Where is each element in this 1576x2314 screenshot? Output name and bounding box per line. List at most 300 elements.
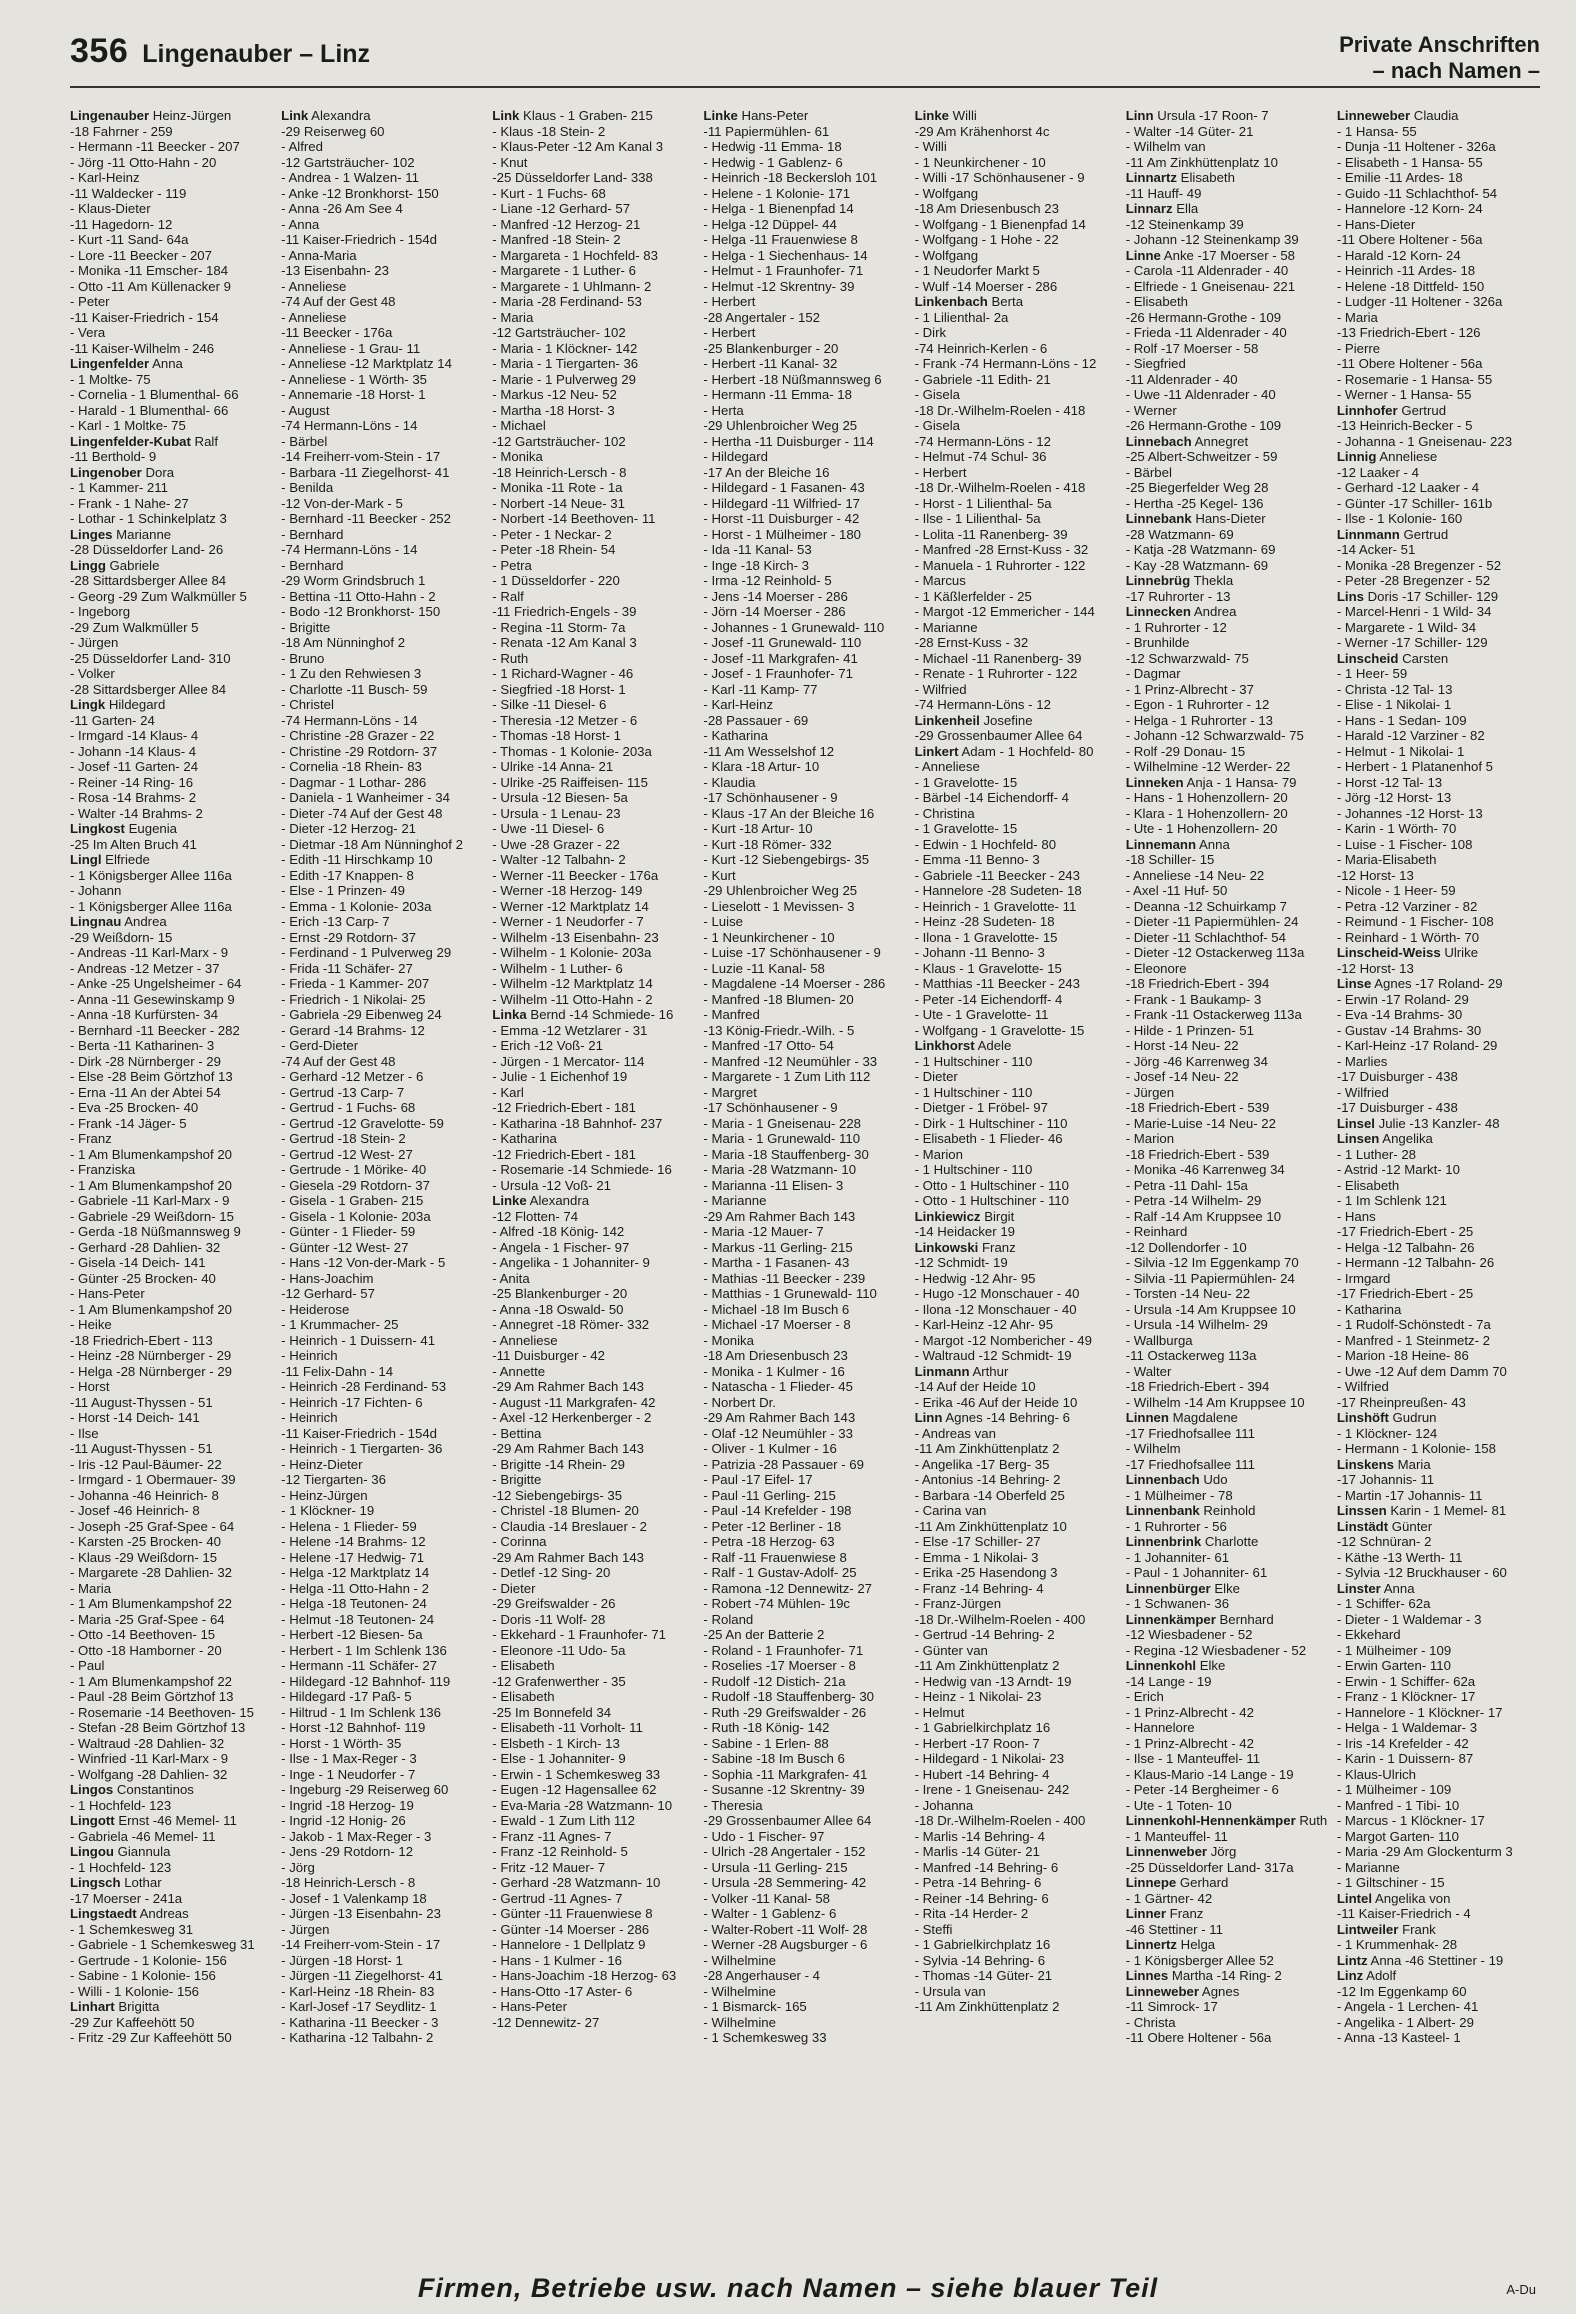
listing-entry bbox=[915, 1054, 1118, 1070]
listing-entry bbox=[1337, 527, 1540, 543]
surname-heading: Linkhorst bbox=[914, 1038, 975, 1053]
listing-entry bbox=[492, 1999, 695, 2015]
entry-text: -11 Kaiser-Friedrich - 4 bbox=[1336, 1906, 1471, 1921]
listing-entry bbox=[915, 1891, 1118, 1907]
entry-text: - Helene -18 Dittfeld- 150 bbox=[1336, 278, 1485, 294]
entry-text: - Marianna -11 Elisen- 3 bbox=[703, 1177, 844, 1193]
surname-heading: Lintweiler bbox=[1336, 1921, 1399, 1937]
entry-text: -28 Sittardsberger Allee 84 bbox=[70, 573, 227, 588]
entry-text: - Hermann -11 Emma- 18 bbox=[703, 387, 852, 402]
entry-text: - Gerhard -28 Dahlien- 32 bbox=[70, 1239, 221, 1255]
entry-text: - Hannelore bbox=[1125, 1720, 1195, 1735]
listing-entry bbox=[70, 170, 273, 186]
entry-text: -18 Friedrich-Ebert - 113 bbox=[70, 1332, 213, 1348]
entry-text: - Detlef -12 Sing- 20 bbox=[492, 1565, 611, 1580]
entry-text: - Günter - 1 Flieder- 59 bbox=[281, 1224, 416, 1239]
entry-text: - Hans bbox=[1336, 1208, 1376, 1224]
entry-text: - Volker bbox=[70, 666, 115, 681]
listing-entry bbox=[492, 325, 695, 341]
entry-text: - Giesela -29 Rotdorn- 37 bbox=[281, 1177, 430, 1193]
listing-entry bbox=[281, 713, 484, 729]
entry-text: - Heike bbox=[70, 1317, 112, 1332]
listing-entry bbox=[1337, 1410, 1540, 1426]
entry-text: - Rosa -14 Brahms- 2 bbox=[70, 790, 197, 805]
listing-entry bbox=[281, 1612, 484, 1628]
entry-text: -18 Dr.-Wilhelm-Roelen - 418 bbox=[914, 480, 1086, 495]
surname-heading: Linnenkämper bbox=[1125, 1611, 1216, 1627]
entry-text: - Patrizia -28 Passauer - 69 bbox=[703, 1456, 864, 1472]
listing-entry bbox=[281, 1302, 484, 1318]
listing-entry bbox=[1337, 372, 1540, 388]
entry-text: - 1 Am Blumenkampshof 22 bbox=[70, 1673, 232, 1689]
entry-text: - Dagmar - 1 Lothar- 286 bbox=[281, 774, 427, 790]
listing-entry bbox=[703, 713, 906, 729]
listing-entry bbox=[703, 1271, 906, 1287]
listing-entry bbox=[1126, 1658, 1329, 1674]
entry-text: - Gisela bbox=[914, 387, 960, 402]
listing-entry bbox=[1337, 403, 1540, 419]
listing-entry bbox=[1126, 1069, 1329, 1085]
listing-entry bbox=[1126, 1984, 1329, 2000]
entry-text: - Eugen -12 Hagensallee 62 bbox=[492, 1782, 657, 1797]
listing-entry bbox=[1126, 201, 1329, 217]
listing-entry bbox=[70, 1705, 273, 1721]
entry-text: - Harald - 1 Blumenthal- 66 bbox=[70, 402, 229, 418]
listing-entry bbox=[1126, 1844, 1329, 1860]
entry-text: - Silvia -11 Papiermühlen- 24 bbox=[1125, 1270, 1295, 1286]
entry-text: - Sophia -11 Markgrafen- 41 bbox=[703, 1766, 868, 1782]
entry-text: - Erna -11 An der Abtei 54 bbox=[70, 1084, 221, 1100]
listing-entry bbox=[70, 914, 273, 930]
entry-text: -11 Papiermühlen- 61 bbox=[703, 123, 830, 139]
entry-text: - Michael -18 Im Busch 6 bbox=[703, 1301, 850, 1317]
entry-text: - 1 Am Blumenkampshof 20 bbox=[70, 1301, 232, 1317]
listing-entry bbox=[1126, 1782, 1329, 1798]
listing-entry bbox=[703, 1023, 906, 1039]
surname-heading: Linscheid-Weiss bbox=[1336, 945, 1441, 960]
listing-entry bbox=[281, 1224, 484, 1240]
listing-entry bbox=[1337, 930, 1540, 946]
listing-entry bbox=[703, 248, 906, 264]
entry-text: -17 Moerser - 241a bbox=[70, 1890, 183, 1906]
listing-entry bbox=[492, 108, 695, 124]
entry-text: - Anneliese bbox=[281, 278, 347, 294]
listing-entry bbox=[915, 697, 1118, 713]
entry-text: - Norbert -14 Beethoven- 11 bbox=[492, 511, 656, 526]
listing-entry bbox=[915, 387, 1118, 403]
listing-entry bbox=[1337, 837, 1540, 853]
listing-entry bbox=[1126, 2030, 1329, 2046]
listing-entry bbox=[1337, 1023, 1540, 1039]
entry-text: - 1 Krummacher- 25 bbox=[281, 1317, 399, 1332]
listing-column bbox=[1126, 108, 1329, 2258]
listing-entry bbox=[492, 759, 695, 775]
listing-entry bbox=[703, 666, 906, 682]
listing-entry bbox=[281, 589, 484, 605]
listing-entry bbox=[70, 1720, 273, 1736]
entry-text: - Herbert bbox=[703, 325, 756, 340]
surname-heading: Lingenober bbox=[70, 464, 142, 480]
listing-entry bbox=[1337, 434, 1540, 450]
listing-entry bbox=[915, 775, 1118, 791]
listing-entry bbox=[281, 387, 484, 403]
entry-text: - Johanna - 1 Gneisenau- 223 bbox=[1336, 433, 1513, 449]
entry-text: - Gertrude - 1 Kolonie- 156 bbox=[70, 1952, 227, 1968]
entry-text: - Helga - 1 Siechenhaus- 14 bbox=[703, 247, 868, 263]
listing-entry bbox=[281, 1193, 484, 1209]
listing-entry bbox=[915, 1612, 1118, 1628]
entry-text: - Luise - 1 Fischer- 108 bbox=[1336, 836, 1473, 852]
entry-text: - Wallburga bbox=[1125, 1332, 1193, 1348]
surname-heading: Lintel bbox=[1336, 1890, 1373, 1906]
listing-entry bbox=[281, 480, 484, 496]
listing-entry bbox=[492, 511, 695, 527]
entry-text: -29 Grossenbaumer Allee 64 bbox=[703, 1813, 872, 1828]
surname-heading: Linne bbox=[1125, 247, 1161, 263]
entry-text: - Ramona -12 Dennewitz- 27 bbox=[703, 1580, 873, 1596]
listing-entry bbox=[1126, 1999, 1329, 2015]
entry-text: - Eva-Maria -28 Watzmann- 10 bbox=[492, 1797, 673, 1813]
entry-text: - Katja -28 Watzmann- 69 bbox=[1125, 542, 1276, 557]
listing-entry bbox=[703, 1658, 906, 1674]
listing-entry bbox=[915, 139, 1118, 155]
listing-entry bbox=[915, 1906, 1118, 1922]
entry-text: - Margarete - 1 Luther- 6 bbox=[492, 263, 636, 278]
entry-text: - Anneliese -14 Neu- 22 bbox=[1125, 867, 1265, 883]
entry-text: - 1 Schiffer- 62a bbox=[1336, 1596, 1431, 1611]
listing-entry bbox=[703, 961, 906, 977]
listing-entry bbox=[492, 1317, 695, 1333]
listing-entry bbox=[1126, 1410, 1329, 1426]
listing-entry bbox=[70, 852, 273, 868]
surname-heading: Linnepe bbox=[1125, 1875, 1177, 1890]
entry-text: - Doris -11 Wolf- 28 bbox=[492, 1611, 606, 1627]
entry-text: - Ute - 1 Toten- 10 bbox=[1125, 1797, 1232, 1813]
listing-entry bbox=[1337, 310, 1540, 326]
listing-entry bbox=[915, 930, 1118, 946]
listing-entry bbox=[915, 1038, 1118, 1054]
entry-text: Giannula bbox=[113, 1844, 171, 1859]
entry-text: - Dieter -74 Auf der Gest 48 bbox=[281, 805, 443, 821]
listing-entry bbox=[281, 697, 484, 713]
entry-text: - Helga - 1 Ruhrorter - 13 bbox=[1125, 712, 1274, 728]
listing-entry bbox=[703, 1193, 906, 1209]
listing-entry bbox=[492, 1038, 695, 1054]
listing-entry bbox=[281, 496, 484, 512]
entry-text: - Peter -12 Berliner - 18 bbox=[703, 1518, 842, 1534]
listing-entry bbox=[1126, 263, 1329, 279]
entry-text: - Dirk -28 Nürnberger - 29 bbox=[70, 1053, 221, 1069]
entry-text: - 1 Moltke- 75 bbox=[70, 371, 151, 387]
listing-entry bbox=[1126, 403, 1329, 419]
listing-entry bbox=[1337, 1581, 1540, 1597]
entry-text: - Ursula -28 Semmering- 42 bbox=[703, 1875, 867, 1890]
surname-heading: Linn bbox=[1125, 108, 1154, 123]
listing-entry bbox=[1126, 899, 1329, 915]
listing-entry bbox=[915, 465, 1118, 481]
listing-entry bbox=[915, 1240, 1118, 1256]
entry-text: - Ute - 1 Hohenzollern- 20 bbox=[1125, 821, 1278, 836]
listing-entry bbox=[703, 418, 906, 434]
listing-entry bbox=[281, 1720, 484, 1736]
listing-entry bbox=[70, 542, 273, 558]
listing-entry bbox=[492, 1891, 695, 1907]
listing-entry bbox=[70, 1627, 273, 1643]
entry-text: - Hans -12 Von-der-Mark - 5 bbox=[281, 1255, 446, 1270]
entry-text: - Emma - 1 Kolonie- 203a bbox=[281, 898, 432, 914]
listing-entry bbox=[1126, 1891, 1329, 1907]
entry-text: - Anneliese bbox=[492, 1332, 558, 1348]
listing-entry bbox=[281, 1007, 484, 1023]
listing-entry bbox=[703, 1395, 906, 1411]
entry-text: - Ruth -18 König- 142 bbox=[703, 1720, 830, 1735]
listing-entry bbox=[1337, 1782, 1540, 1798]
listing-entry bbox=[70, 1286, 273, 1302]
listing-entry bbox=[492, 1736, 695, 1752]
entry-text: -11 Aldenrader - 40 bbox=[1125, 371, 1238, 387]
listing-entry bbox=[492, 263, 695, 279]
entry-text: - Alfred bbox=[281, 139, 323, 154]
entry-text: -18 Dr.-Wilhelm-Roelen - 418 bbox=[914, 402, 1086, 418]
entry-text: - Manfred -28 Ernst-Kuss - 32 bbox=[914, 542, 1089, 557]
listing-entry bbox=[915, 217, 1118, 233]
listing-entry bbox=[703, 1162, 906, 1178]
entry-text: - Marion -18 Heine- 86 bbox=[1336, 1348, 1469, 1363]
listing-entry bbox=[915, 418, 1118, 434]
entry-text: - Heinz-Dieter bbox=[281, 1456, 363, 1472]
listing-entry bbox=[1126, 1472, 1329, 1488]
entry-text: - Paul -28 Beim Görtzhof 13 bbox=[70, 1689, 234, 1704]
listing-entry bbox=[703, 294, 906, 310]
listing-entry bbox=[70, 651, 273, 667]
entry-text: - Ilse - 1 Manteuffel- 11 bbox=[1125, 1751, 1261, 1766]
entry-text: - Katharina -11 Beecker - 3 bbox=[281, 2014, 439, 2030]
entry-text: -11 Kaiser-Friedrich - 154 bbox=[70, 309, 219, 325]
listing-entry bbox=[703, 1922, 906, 1938]
listing-entry bbox=[1126, 1643, 1329, 1659]
entry-text: - Udo - 1 Fischer- 97 bbox=[703, 1828, 825, 1844]
entry-text: - Hedwig -11 Emma- 18 bbox=[703, 139, 842, 154]
listing-entry bbox=[915, 728, 1118, 744]
entry-text: -11 Am Zinkhüttenplatz 2 bbox=[914, 1658, 1060, 1673]
listing-entry bbox=[70, 1426, 273, 1442]
entry-text: Udo bbox=[1199, 1472, 1228, 1487]
entry-text: Anna -46 Stettiner - 19 bbox=[1367, 1952, 1504, 1968]
listing-entry bbox=[492, 170, 695, 186]
listing-entry bbox=[915, 1751, 1118, 1767]
listing-entry bbox=[1337, 1379, 1540, 1395]
listing-entry bbox=[281, 1023, 484, 1039]
listing-entry bbox=[492, 1286, 695, 1302]
listing-entry bbox=[1337, 1860, 1540, 1876]
listing-entry bbox=[492, 899, 695, 915]
listing-entry bbox=[1337, 1565, 1540, 1581]
listing-entry bbox=[1337, 1317, 1540, 1333]
listing-entry bbox=[915, 620, 1118, 636]
entry-text: - Robert -74 Mühlen- 19c bbox=[703, 1596, 851, 1611]
entry-text: - Klaus -17 An der Bleiche 16 bbox=[703, 805, 875, 821]
entry-text: - Ruth -29 Greifswalder - 26 bbox=[703, 1704, 867, 1720]
listing-entry bbox=[1126, 1379, 1329, 1395]
entry-text: - Eleonore -11 Udo- 5a bbox=[492, 1642, 626, 1658]
entry-text: -14 Auf der Heide 10 bbox=[914, 1379, 1036, 1394]
listing-entry bbox=[703, 589, 906, 605]
entry-text: - 1 Königsberger Allee 116a bbox=[70, 898, 232, 914]
listing-entry bbox=[915, 1209, 1118, 1225]
entry-text: - Marie - 1 Pulverweg 29 bbox=[492, 371, 636, 387]
entry-text: - Wilfried bbox=[1336, 1084, 1389, 1100]
entry-text: - Hans - 1 Hohenzollern- 20 bbox=[1125, 790, 1288, 805]
entry-text: - Marianne bbox=[703, 1193, 767, 1208]
entry-text: - Karl bbox=[492, 1084, 524, 1100]
surname-heading: Lins bbox=[1336, 588, 1364, 604]
surname-heading: Linnen bbox=[1125, 1410, 1169, 1425]
listing-entry bbox=[70, 217, 273, 233]
listing-entry bbox=[915, 294, 1118, 310]
entry-text: - Gabriela -29 Eibenweg 24 bbox=[281, 1007, 442, 1022]
entry-text: Ruth bbox=[1295, 1813, 1328, 1828]
listing-entry bbox=[281, 418, 484, 434]
entry-text: - Rolf -17 Moerser - 58 bbox=[1125, 340, 1259, 356]
entry-text: - Josef - 1 Fraunhofer- 71 bbox=[703, 666, 853, 681]
listing-entry bbox=[281, 1038, 484, 1054]
listing-entry bbox=[915, 310, 1118, 326]
surname-heading: Linnebank bbox=[1125, 511, 1192, 526]
entry-text: - Luise bbox=[703, 914, 744, 929]
entry-text: - Maria -28 Watzmann- 10 bbox=[703, 1162, 857, 1177]
listing-entry bbox=[492, 232, 695, 248]
listing-entry bbox=[281, 1131, 484, 1147]
entry-text: - Else -17 Schiller- 27 bbox=[914, 1534, 1041, 1549]
entry-text: - Frank - 1 Baukamp- 3 bbox=[1125, 991, 1262, 1007]
listing-entry bbox=[703, 1550, 906, 1566]
listing-entry bbox=[281, 465, 484, 481]
entry-text: - Rosemarie -14 Beethoven- 15 bbox=[70, 1704, 254, 1720]
entry-text: Reinhold bbox=[1199, 1503, 1256, 1518]
listing-entry bbox=[915, 666, 1118, 682]
listing-entry bbox=[281, 201, 484, 217]
listing-entry bbox=[492, 1581, 695, 1597]
entry-text: - Bärbel -14 Eichendorff- 4 bbox=[914, 790, 1069, 805]
entry-text: - Johanna -46 Heinrich- 8 bbox=[70, 1487, 219, 1503]
entry-text: - Dieter bbox=[492, 1580, 536, 1596]
listing-entry bbox=[915, 790, 1118, 806]
entry-text: - Ernst -29 Rotdorn- 37 bbox=[281, 929, 417, 945]
listing-entry bbox=[1126, 1162, 1329, 1178]
listing-entry bbox=[915, 1860, 1118, 1876]
listing-entry bbox=[915, 589, 1118, 605]
listing-entry bbox=[281, 1333, 484, 1349]
listing-entry bbox=[492, 1689, 695, 1705]
listing-entry bbox=[1126, 139, 1329, 155]
listing-entry bbox=[492, 1829, 695, 1845]
entry-text: -25 Düsseldorfer Land- 310 bbox=[70, 650, 231, 666]
entry-text: -17 Duisburger - 438 bbox=[1336, 1069, 1458, 1084]
listing-entry bbox=[1337, 1767, 1540, 1783]
listing-entry bbox=[1126, 1193, 1329, 1209]
listing-entry bbox=[1337, 697, 1540, 713]
listing-entry bbox=[70, 1054, 273, 1070]
listing-entry bbox=[1126, 1426, 1329, 1442]
listing-entry bbox=[1126, 744, 1329, 760]
entry-text: - Norbert Dr. bbox=[703, 1394, 776, 1410]
listing-entry bbox=[492, 1395, 695, 1411]
entry-text: -12 Dollendorfer - 10 bbox=[1125, 1239, 1247, 1255]
listing-entry bbox=[915, 806, 1118, 822]
listing-entry bbox=[492, 1674, 695, 1690]
listing-entry bbox=[915, 449, 1118, 465]
listing-entry bbox=[1126, 418, 1329, 434]
entry-text: - Horst - 1 Lilienthal- 5a bbox=[914, 495, 1052, 511]
listing-entry bbox=[70, 108, 273, 124]
entry-text: -29 Zur Kaffeehött 50 bbox=[70, 2014, 195, 2030]
listing-entry bbox=[281, 558, 484, 574]
entry-text: - Gabriela -46 Memel- 11 bbox=[70, 1828, 216, 1844]
listing-entry bbox=[492, 1534, 695, 1550]
entry-text: - Ute - 1 Gravelotte- 11 bbox=[914, 1007, 1049, 1022]
entry-text: -18 Heinrich-Lersch - 8 bbox=[492, 464, 627, 480]
entry-text: - 1 Bismarck- 165 bbox=[703, 1999, 807, 2014]
listing-entry bbox=[703, 1054, 906, 1070]
entry-text: - Reimund - 1 Fischer- 108 bbox=[1336, 914, 1494, 929]
entry-text: - Marianne bbox=[1336, 1859, 1400, 1875]
entry-text: Günter bbox=[1388, 1518, 1433, 1534]
listing-entry bbox=[915, 1317, 1118, 1333]
entry-text: - Hans-Otto -17 Aster- 6 bbox=[492, 1983, 633, 1999]
listing-entry bbox=[281, 170, 484, 186]
listing-entry bbox=[915, 1271, 1118, 1287]
entry-text: - Frank - 1 Nahe- 27 bbox=[70, 495, 189, 511]
listing-entry bbox=[703, 868, 906, 884]
listing-entry bbox=[70, 1612, 273, 1628]
entry-text: -18 Am Driesenbusch 23 bbox=[703, 1348, 848, 1363]
listing-entry bbox=[70, 1333, 273, 1349]
entry-text: - Maria bbox=[492, 309, 534, 325]
listing-entry bbox=[1126, 496, 1329, 512]
entry-text: - Dieter -12 Ostackerweg 113a bbox=[1125, 945, 1305, 960]
surname-heading: Linnenweber bbox=[1125, 1844, 1208, 1859]
entry-text: - Rudolf -18 Stauffenberg- 30 bbox=[703, 1689, 874, 1704]
entry-text: - Helga -12 Talbahn- 26 bbox=[1336, 1239, 1475, 1255]
surname-heading: Linneken bbox=[1125, 774, 1184, 790]
entry-text: - Heinrich -28 Ferdinand- 53 bbox=[281, 1379, 447, 1394]
entry-text: - Andreas -11 Karl-Marx - 9 bbox=[70, 945, 229, 960]
listing-entry bbox=[281, 1240, 484, 1256]
listing-entry bbox=[1126, 1116, 1329, 1132]
listing-entry bbox=[492, 1953, 695, 1969]
entry-text: - Otto - 1 Hultschiner - 110 bbox=[914, 1193, 1069, 1208]
entry-text: -29 Am Rahmer Bach 143 bbox=[703, 1410, 856, 1425]
listing-entry bbox=[492, 961, 695, 977]
surname-heading: Linke bbox=[492, 1193, 527, 1208]
entry-text: - Helmut -18 Teutonen- 24 bbox=[281, 1611, 435, 1627]
listing-entry bbox=[1337, 294, 1540, 310]
entry-text: - Wolfgang - 1 Gravelotte- 15 bbox=[914, 1022, 1085, 1038]
entry-text: - Paul -14 Krefelder - 198 bbox=[703, 1503, 852, 1518]
entry-text: - 1 Klöckner- 19 bbox=[281, 1503, 375, 1518]
listing-entry bbox=[703, 837, 906, 853]
entry-text: - Josef -11 Grunewald- 110 bbox=[703, 635, 862, 650]
entry-text: - Ulrike -14 Anna- 21 bbox=[492, 759, 614, 774]
listing-entry bbox=[1126, 945, 1329, 961]
listing-entry bbox=[1126, 1457, 1329, 1473]
entry-text: - Edith -17 Knappen- 8 bbox=[281, 867, 414, 883]
entry-text: -11 Am Wesselshof 12 bbox=[703, 743, 835, 759]
entry-text: - Cornelia - 1 Blumenthal- 66 bbox=[70, 387, 239, 402]
listing-entry bbox=[915, 1286, 1118, 1302]
listing-entry bbox=[70, 139, 273, 155]
listing-entry bbox=[1337, 961, 1540, 977]
